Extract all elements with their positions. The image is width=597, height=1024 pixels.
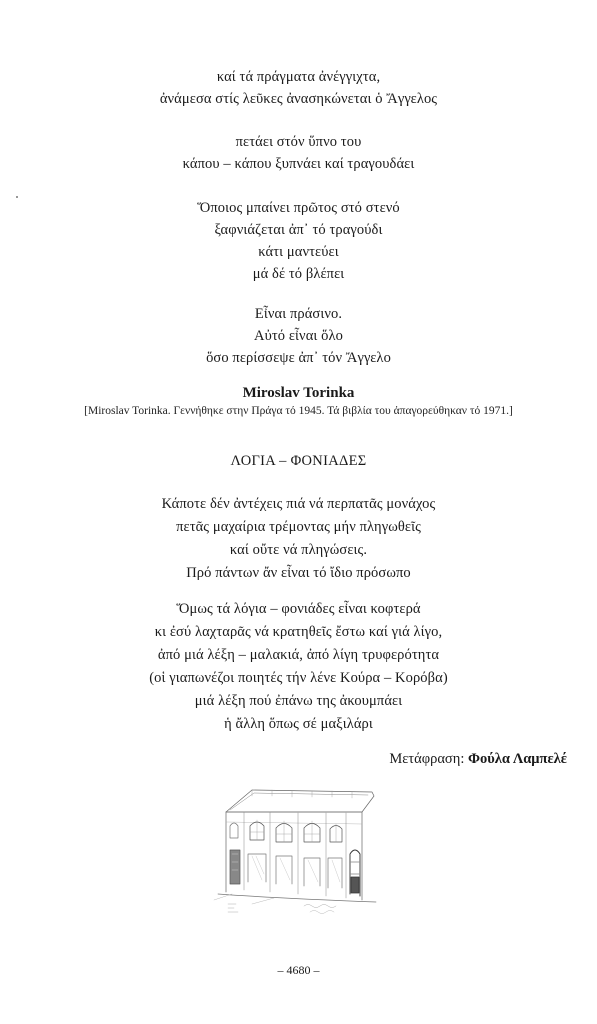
author-name: Miroslav Torinka [242, 385, 355, 401]
poem-line: (οἱ γιαπωνέζοι ποιητές τήν λένε Κούρα – Κορόβα) [149, 670, 448, 686]
poem1-stanza-4 [0, 303, 597, 369]
poem-line: Ὅμως τά λόγια – φονιάδες εἶναι κοφτερά [176, 601, 421, 617]
poem-line: μά δέ τό βλέπει [252, 266, 345, 282]
poem-line: πετᾶς μαχαίρια τρέμοντας μήν πληγωθεῖς [176, 519, 421, 535]
author-bio-note: [Miroslav Torinka. Γεννήθηκε στην Πράγα τό 1945. Τά βιβλία του ἀπαγορεύθηκαν τό 1971.] [84, 405, 513, 417]
poem-line: πετάει στόν ὕπνο του [235, 134, 362, 150]
page-number: – 4680 – [277, 963, 320, 977]
poem-line: ἡ ἄλλη ὅπως σέ μαξιλάρι [224, 716, 373, 732]
poem-line: Πρό πάντων ἄν εἶναι τό ἴδιο πρόσωπο [186, 565, 411, 581]
poem-line: Εἶναι πράσινο. [254, 306, 343, 322]
translator-name: Φούλα Λαμπελέ [467, 751, 567, 767]
poem1-stanza-3 [0, 197, 597, 285]
poem1-stanza-1 [0, 66, 597, 110]
poem1-stanza-2 [0, 131, 597, 175]
poem-line: Αὐτό εἶναι ὅλο [254, 328, 343, 344]
poem2-stanza-2 [0, 598, 597, 736]
building-sketch-illustration [212, 782, 384, 922]
poem-line: ἀνάμεσα στίς λεῦκες ἀνασηκώνεται ὁ Ἄγγελος [159, 91, 438, 107]
poem-line: ἀπό μιά λέξη – μαλακιά, ἀπό λίγη τρυφερότητα [157, 647, 440, 663]
poem-title: ΛΟΓΙΑ – ΦΟΝΙΑΔΕΣ [230, 453, 367, 469]
poem2-stanza-1 [0, 493, 597, 585]
poem-line: καί οὔτε νά πληγώσεις. [229, 542, 368, 558]
poem-line: κάτι μαντεύει [258, 244, 339, 260]
poem-line: κάπου – κάπου ξυπνάει καί τραγουδάει [182, 156, 415, 172]
translation-credit [389, 749, 567, 769]
poem-line: ξαφνιάζεται ἀπ᾿ τό τραγούδι [214, 222, 383, 238]
poem-line: Ὅποιος μπαίνει πρῶτος στό στενό [197, 200, 400, 216]
credit-label: Μετάφραση: [389, 751, 468, 767]
poem-line: μιά λέξη πού ἐπάνω της ἀκουμπάει [194, 693, 403, 709]
poem-line: καί τά πράγματα ἀνέγγιχτα, [216, 69, 381, 85]
poem-line: Κάποτε δέν ἀντέχεις πιά νά περπατᾶς μονάχος [161, 496, 436, 512]
poem-line: ὅσο περίσσεψε ἀπ᾿ τόν Ἄγγελο [206, 350, 391, 366]
poem-line: κι ἐσύ λαχταρᾶς νά κρατηθεῖς ἔστω καί γιά λίγο, [154, 624, 443, 640]
